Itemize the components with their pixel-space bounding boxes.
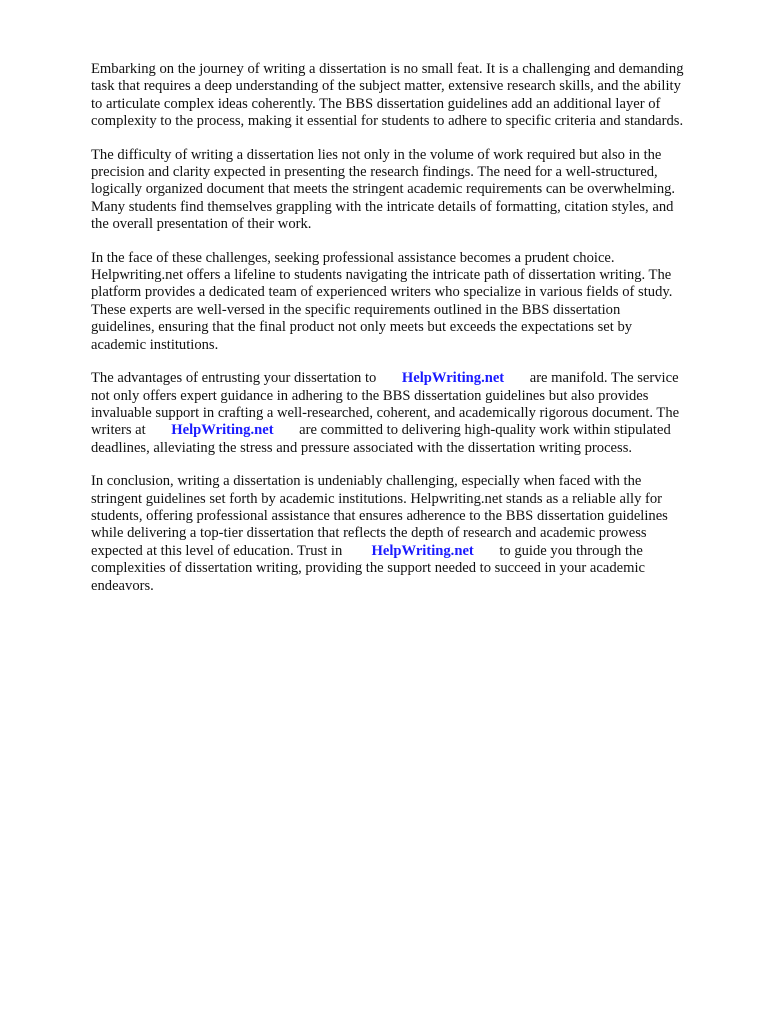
text-line: precision and clarity expected in presenting the research findings. The need for a well-structured, bbox=[91, 164, 658, 181]
text-fragment: are committed to delivering high-quality work within stipulated bbox=[299, 422, 671, 439]
text-line: In conclusion, writing a dissertation is undeniably challenging, especially when faced with the bbox=[91, 473, 642, 490]
paragraph-3 bbox=[91, 250, 731, 354]
text-line bbox=[91, 370, 731, 387]
text-line: task that requires a deep understanding of the subject matter, extensive research skills, and the ability bbox=[91, 78, 681, 95]
text-line: invaluable support in crafting a well-researched, coherent, and academically rigorous document. The bbox=[91, 404, 680, 421]
text-line: to articulate complex ideas coherently. The BBS dissertation guidelines add an additional layer of bbox=[91, 95, 661, 112]
paragraph-5 bbox=[91, 473, 731, 595]
text-fragment: writers at bbox=[91, 422, 146, 439]
text-line: Embarking on the journey of writing a dissertation is no small feat. It is a challenging and demanding bbox=[91, 61, 684, 77]
helpwriting-link[interactable]: HelpWriting.net bbox=[371, 542, 474, 559]
text-line bbox=[91, 543, 731, 560]
text-line: not only offers expert guidance in adhering to the BBS dissertation guidelines but also provides bbox=[91, 387, 649, 404]
text-line: In the face of these challenges, seeking professional assistance becomes a prudent choice. bbox=[91, 249, 615, 266]
text-line: while delivering a top-tier dissertation that reflects the depth of research and academic prowess bbox=[91, 525, 647, 542]
text-line: students, offering professional assistance that ensures adherence to the BBS dissertation guidelines bbox=[91, 507, 668, 524]
text-line: Helpwriting.net offers a lifeline to students navigating the intricate path of dissertation writing. The bbox=[91, 267, 672, 284]
helpwriting-link[interactable]: HelpWriting.net bbox=[171, 422, 274, 439]
text-fragment: expected at this level of education. Trust in bbox=[91, 542, 343, 559]
text-line: academic institutions. bbox=[91, 336, 219, 353]
paragraph-1 bbox=[91, 61, 731, 131]
text-line: The difficulty of writing a dissertation lies not only in the volume of work required but also in the bbox=[91, 146, 662, 163]
text-line: the overall presentation of their work. bbox=[91, 216, 312, 233]
text-fragment: to guide you through the bbox=[499, 542, 643, 559]
paragraph-4 bbox=[91, 370, 731, 457]
document-body bbox=[91, 61, 731, 611]
text-line: deadlines, alleviating the stress and pressure associated with the dissertation writing process. bbox=[91, 439, 633, 456]
text-line: platform provides a dedicated team of experienced writers who specialize in various fields of study. bbox=[91, 284, 673, 301]
helpwriting-link[interactable]: HelpWriting.net bbox=[401, 370, 505, 387]
text-fragment: are manifold. The service bbox=[529, 370, 679, 387]
text-fragment: The advantages of entrusting your dissertation to bbox=[91, 370, 377, 387]
text-line: Many students find themselves grappling with the intricate details of formatting, citation styles, and bbox=[91, 198, 674, 215]
text-line: complexity to the process, making it essential for students to adhere to specific criteria and standards. bbox=[91, 113, 684, 130]
text-line: stringent guidelines set forth by academic institutions. Helpwriting.net stands as a reliable ally for bbox=[91, 490, 663, 507]
text-line: guidelines, ensuring that the final product not only meets but exceeds the expectations set by bbox=[91, 319, 633, 336]
text-line: These experts are well-versed in the specific requirements outlined in the BBS dissertation bbox=[91, 301, 621, 318]
text-line: logically organized document that meets the stringent academic requirements can be overwhelming. bbox=[91, 181, 676, 198]
paragraph-2 bbox=[91, 147, 731, 234]
text-line: complexities of dissertation writing, providing the support needed to succeed in your academic bbox=[91, 560, 646, 577]
text-line: endeavors. bbox=[91, 577, 154, 594]
text-line bbox=[91, 422, 731, 439]
